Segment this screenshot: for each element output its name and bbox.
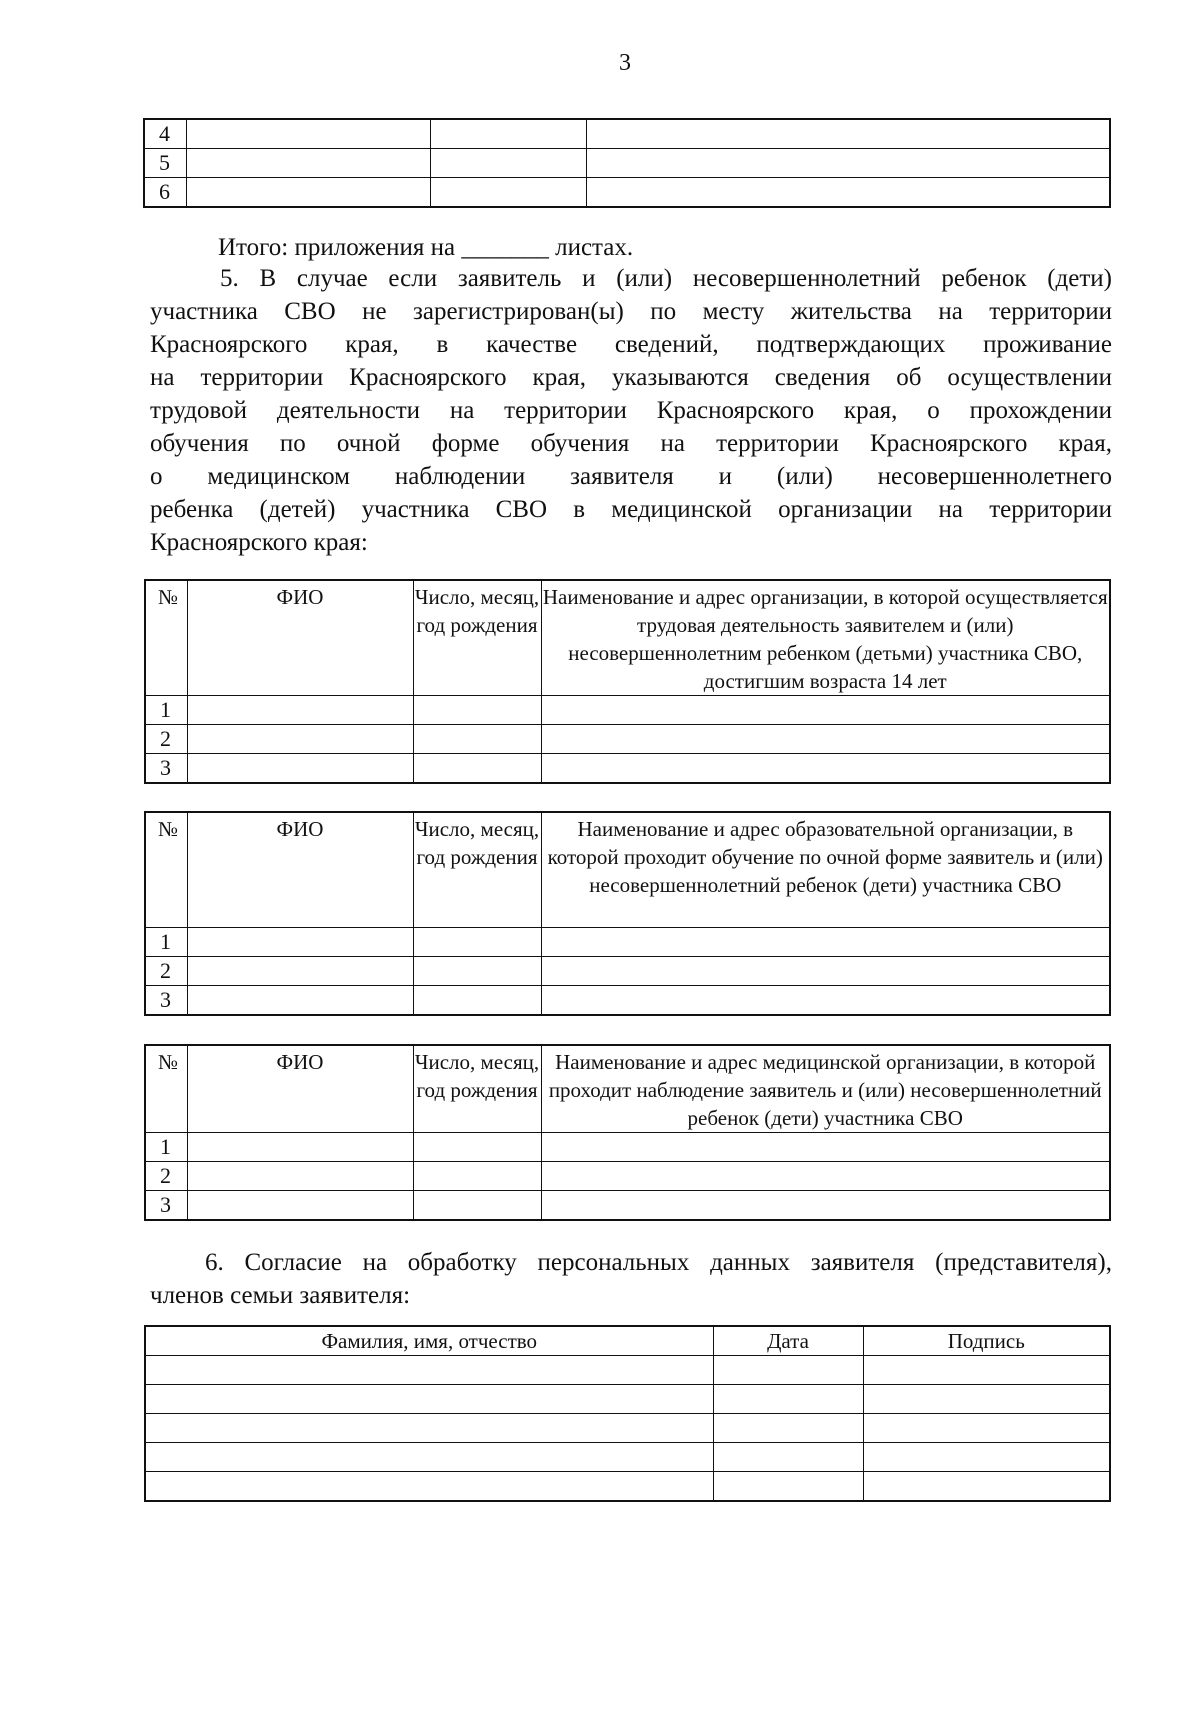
consent-table: [144, 1325, 1111, 1502]
table-cell[interactable]: [430, 178, 586, 208]
table-cell[interactable]: [863, 1443, 1110, 1472]
table-cell[interactable]: [586, 178, 1110, 208]
table-row: [145, 725, 1110, 754]
table-cell[interactable]: [541, 928, 1110, 957]
paragraph-line: участника СВО не зарегистрирован(ы) по месту жительства на территории: [150, 298, 1112, 325]
paragraph-line: Красноярского края, в качестве сведений, подтверждающих проживание: [150, 331, 1112, 358]
column-header-birthdate: Число, месяц, год рождения: [413, 1045, 541, 1133]
table-row: [145, 1356, 1110, 1385]
table-cell[interactable]: [186, 149, 430, 178]
column-header-signature: Подпись: [863, 1326, 1110, 1356]
paragraph-line: 6. Согласие на обработку персональных данных заявителя (представителя),: [205, 1249, 1112, 1276]
table-header-row: [145, 1045, 1110, 1133]
work-info-table: [144, 579, 1111, 784]
column-header-organization: Наименование и адрес образовательной организации, в которой проходит обучение по очной форме заявитель и (или) несовершеннолетний ребенок (дети) участника СВО: [541, 812, 1110, 928]
table-cell[interactable]: [145, 1356, 713, 1385]
paragraph-line: обучения по очной форме обучения на территории Красноярского края,: [150, 430, 1112, 457]
row-number: 1: [145, 696, 187, 725]
table-row: [145, 696, 1110, 725]
table-cell[interactable]: [863, 1414, 1110, 1443]
table-cell[interactable]: [145, 1385, 713, 1414]
table-cell[interactable]: [187, 957, 413, 986]
attachments-total-line: Итого: приложения на _______ листах.: [218, 234, 634, 261]
table-cell[interactable]: [713, 1443, 863, 1472]
table-cell[interactable]: [541, 725, 1110, 754]
paragraph-line: Красноярского края:: [150, 529, 368, 556]
row-number: 3: [145, 754, 187, 784]
table-cell[interactable]: [430, 149, 586, 178]
table-row: [145, 986, 1110, 1016]
paragraph-line: членов семьи заявителя:: [150, 1282, 411, 1309]
table-cell[interactable]: [713, 1472, 863, 1502]
table-cell[interactable]: [413, 1133, 541, 1162]
column-header-organization: Наименование и адрес медицинской организации, в которой проходит наблюдение заявитель и (или) несовершеннолетний ребенок (дети) участника СВО: [541, 1045, 1110, 1133]
table-row: [145, 1133, 1110, 1162]
table-cell[interactable]: [541, 1191, 1110, 1221]
paragraph-line: ребенка (детей) участника СВО в медицинской организации на территории: [150, 496, 1112, 523]
row-number: 1: [145, 1133, 187, 1162]
table-row: [145, 754, 1110, 784]
table-cell[interactable]: [413, 725, 541, 754]
education-info-table: [144, 811, 1111, 1016]
paragraph-line: 5. В случае если заявитель и (или) несовершеннолетний ребенок (дети): [220, 265, 1112, 292]
table-cell[interactable]: [187, 1162, 413, 1191]
table-cell[interactable]: [186, 119, 430, 149]
column-header-organization: Наименование и адрес организации, в которой осуществляется трудовая деятельность заявителем и (или) несовершеннолетним ребенком (детьми) участника СВО, достигшим возраста 14 лет: [541, 580, 1110, 696]
continuation-table: [143, 118, 1111, 208]
table-row: [144, 149, 1110, 178]
table-header-row: [145, 812, 1110, 928]
table-cell[interactable]: [413, 957, 541, 986]
medical-info-table: [144, 1044, 1111, 1221]
table-cell[interactable]: [413, 696, 541, 725]
paragraph-line: трудовой деятельности на территории Красноярского края, о прохождении: [150, 397, 1112, 424]
column-header-number: №: [145, 812, 187, 928]
table-cell[interactable]: [863, 1385, 1110, 1414]
section-5-paragraph: [150, 262, 1112, 559]
row-number: 3: [145, 986, 187, 1016]
table-cell[interactable]: [145, 1472, 713, 1502]
row-number: 2: [145, 725, 187, 754]
table-cell[interactable]: [413, 986, 541, 1016]
column-header-name: ФИО: [187, 812, 413, 928]
table-cell[interactable]: [413, 754, 541, 784]
table-cell[interactable]: [863, 1356, 1110, 1385]
row-number: 2: [145, 1162, 187, 1191]
table-cell[interactable]: [586, 119, 1110, 149]
table-cell[interactable]: [541, 957, 1110, 986]
table-cell[interactable]: [187, 986, 413, 1016]
table-cell[interactable]: [145, 1443, 713, 1472]
table-cell[interactable]: [187, 1191, 413, 1221]
row-number: 4: [144, 119, 186, 149]
page-number: 3: [619, 50, 631, 76]
table-cell[interactable]: [187, 725, 413, 754]
table-cell[interactable]: [713, 1414, 863, 1443]
table-cell[interactable]: [541, 1133, 1110, 1162]
column-header-birthdate: Число, месяц, год рождения: [413, 580, 541, 696]
table-row: [145, 928, 1110, 957]
table-cell[interactable]: [430, 119, 586, 149]
table-cell[interactable]: [187, 928, 413, 957]
column-header-date: Дата: [713, 1326, 863, 1356]
table-cell[interactable]: [541, 1162, 1110, 1191]
row-number: 6: [144, 178, 186, 208]
table-row: [145, 1162, 1110, 1191]
table-cell[interactable]: [413, 1191, 541, 1221]
table-row: [145, 1385, 1110, 1414]
column-header-name: ФИО: [187, 1045, 413, 1133]
row-number: 5: [144, 149, 186, 178]
table-cell[interactable]: [541, 696, 1110, 725]
paragraph-line: о медицинском наблюдении заявителя и (или) несовершеннолетнего: [150, 463, 1112, 490]
table-cell[interactable]: [541, 754, 1110, 784]
table-header-row: [145, 1326, 1110, 1356]
table-row: [144, 178, 1110, 208]
table-row: [144, 119, 1110, 149]
paragraph-line: на территории Красноярского края, указываются сведения об осуществлении: [150, 364, 1112, 391]
table-cell[interactable]: [187, 1133, 413, 1162]
table-cell[interactable]: [413, 928, 541, 957]
column-header-full-name: Фамилия, имя, отчество: [145, 1326, 713, 1356]
table-cell[interactable]: [187, 754, 413, 784]
table-row: [145, 1191, 1110, 1221]
row-number: 1: [145, 928, 187, 957]
column-header-birthdate: Число, месяц, год рождения: [413, 812, 541, 928]
column-header-name: ФИО: [187, 580, 413, 696]
column-header-number: №: [145, 580, 187, 696]
table-row: [145, 957, 1110, 986]
table-cell[interactable]: [713, 1356, 863, 1385]
column-header-number: №: [145, 1045, 187, 1133]
table-header-row: [145, 580, 1110, 696]
table-row: [145, 1472, 1110, 1502]
row-number: 2: [145, 957, 187, 986]
table-cell[interactable]: [541, 986, 1110, 1016]
table-cell[interactable]: [145, 1414, 713, 1443]
table-cell[interactable]: [863, 1472, 1110, 1502]
table-cell[interactable]: [187, 696, 413, 725]
section-6-paragraph: [150, 1246, 1112, 1312]
table-cell[interactable]: [413, 1162, 541, 1191]
row-number: 3: [145, 1191, 187, 1221]
table-row: [145, 1443, 1110, 1472]
table-row: [145, 1414, 1110, 1443]
table-cell[interactable]: [586, 149, 1110, 178]
table-cell[interactable]: [713, 1385, 863, 1414]
table-cell[interactable]: [186, 178, 430, 208]
